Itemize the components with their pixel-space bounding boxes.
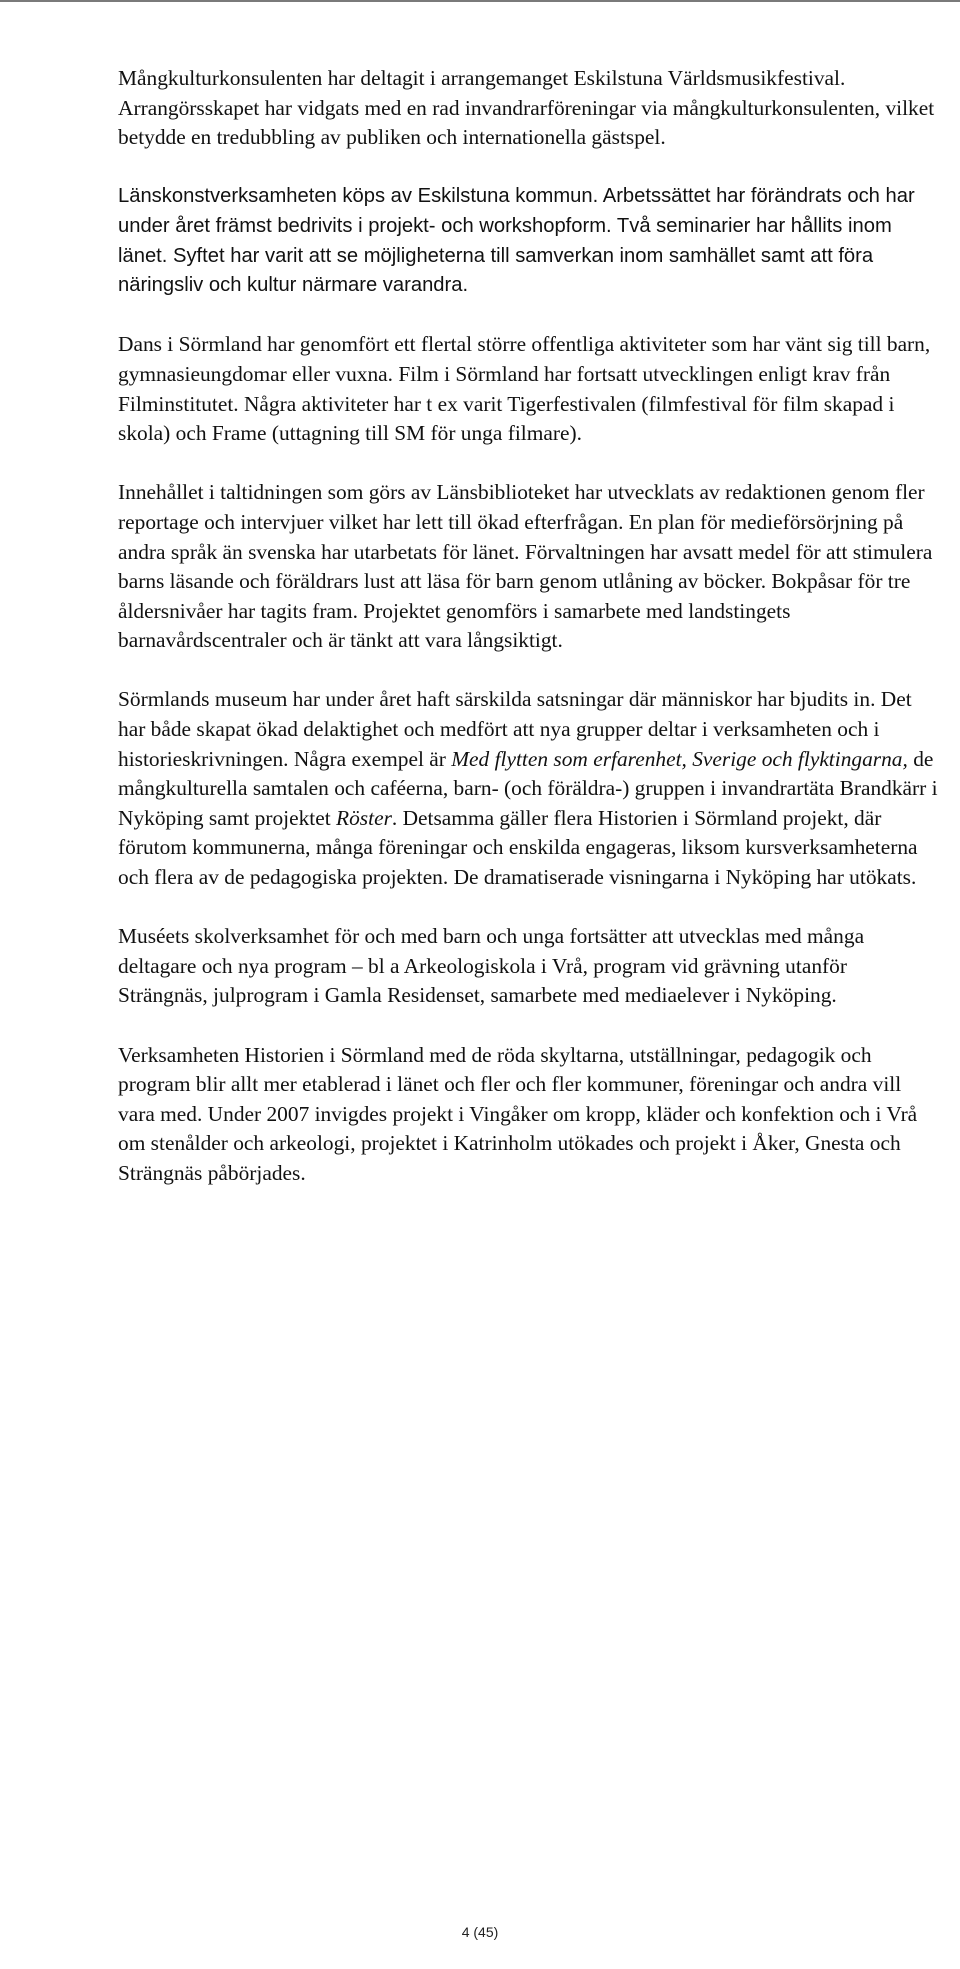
paragraph-text: Dans i Sörmland har genomfört ett flertal större offentliga aktiviteter som har vänt sig till barn, gymnasieungdomar eller vuxna. Film i Sörmland har fortsatt utvecklingen enligt krav från Filminstitutet. Några aktiviteter har t ex varit Tigerfestivalen (filmfestival för film skapad i skola) och Frame (uttagning till SM för unga filmare). (118, 332, 931, 446)
paragraph-mangkultur (118, 64, 938, 153)
paragraph-text: Muséets skolverksamhet för och med barn och unga fortsätter att utvecklas med många deltagare och nya program – bl a Arkeologiskola i Vrå, program vid grävning utanför Strängnäs, julprogram i Gamla Residenset, samarbete med mediaelever i Nyköping. (118, 924, 865, 1008)
paragraph-text: de mångkulturella samtalen och caféerna, barn- (och föräldra-) gruppen i invandrartäta Brandkärr i Nyköping samt projektet (118, 746, 938, 830)
paragraph-taltidning (118, 478, 938, 656)
italic-title-med-flytten: Med flytten som erfarenhet, Sverige och flyktingarna, (451, 746, 908, 771)
top-rule (0, 0, 960, 2)
paragraph-text: Innehållet i taltidningen som görs av Länsbiblioteket har utvecklats av redaktionen genom fler reportage och intervjuer vilket har lett till ökad efterfrågan. En plan för medieförsörjning på andra språk än svenska har utarbetats för länet. Förvaltningen har avsatt medel för att stimulera barns läsande och föräldrars lust att läsa för barn genom utlåning av böcker. Bokpåsar för tre åldersnivåer har tagits fram. Projektet genomförs i samarbete med landstingets barnavårdscentraler och är tänkt att vara långsiktigt. (118, 480, 933, 653)
paragraph-museum (118, 685, 938, 892)
paragraph-text: Verksamheten Historien i Sörmland med de röda skyltarna, utställningar, pedagogik och program blir allt mer etablerad i länet och fler och fler kommuner, föreningar och andra vill vara med. Under 2007 invigdes projekt i Vingåker om kropp, kläder och konfektion och i Vrå om stenålder och arkeologi, projektet i Katrinholm utökades och projekt i Åker, Gnesta och Strängnäs påbörjades. (118, 1042, 918, 1185)
paragraph-text: Mångkulturkonsulenten har deltagit i arrangemanget Eskilstuna Världsmusikfestival. Arrangörsskapet har vidgats med en rad invandrarföreningar via mångkulturkonsulenten, vilket betydde en tredubbling av publiken och internationella gästspel. (118, 66, 935, 150)
document-body (118, 64, 938, 1218)
paragraph-text: . Detsamma gäller flera Historien i Sörmland projekt, där förutom kommunerna, många föreningar och enskilda engageras, liksom kursverksamheterna och flera av de pedagogiska projekten. De dramatiserade visningarna i Nyköping har utökats. (118, 805, 918, 890)
paragraph-lanskonst (118, 182, 938, 300)
page-number: 4 (45) (461, 1924, 499, 1940)
italic-title-roster: Röster (336, 805, 392, 830)
paragraph-historien (118, 1041, 938, 1189)
paragraph-dans (118, 330, 938, 448)
paragraph-skolverksamhet (118, 922, 938, 1011)
paragraph-text: Länskonstverksamheten köps av Eskilstuna kommun. Arbetssättet har förändrats och har under året främst bedrivits i projekt- och workshopform. Två seminarier har hållits inom länet. Syftet har varit att se möjligheterna till samverkan inom samhället samt att föra näringsliv och kultur närmare varandra. (118, 185, 915, 297)
paragraph-text: Sörmlands museum har under året haft särskilda satsningar där människor har bjudits in. Det har både skapat ökad delaktighet och medfört att nya grupper deltar i verksamheten och i historieskrivningen. Några exempel är (118, 687, 912, 771)
